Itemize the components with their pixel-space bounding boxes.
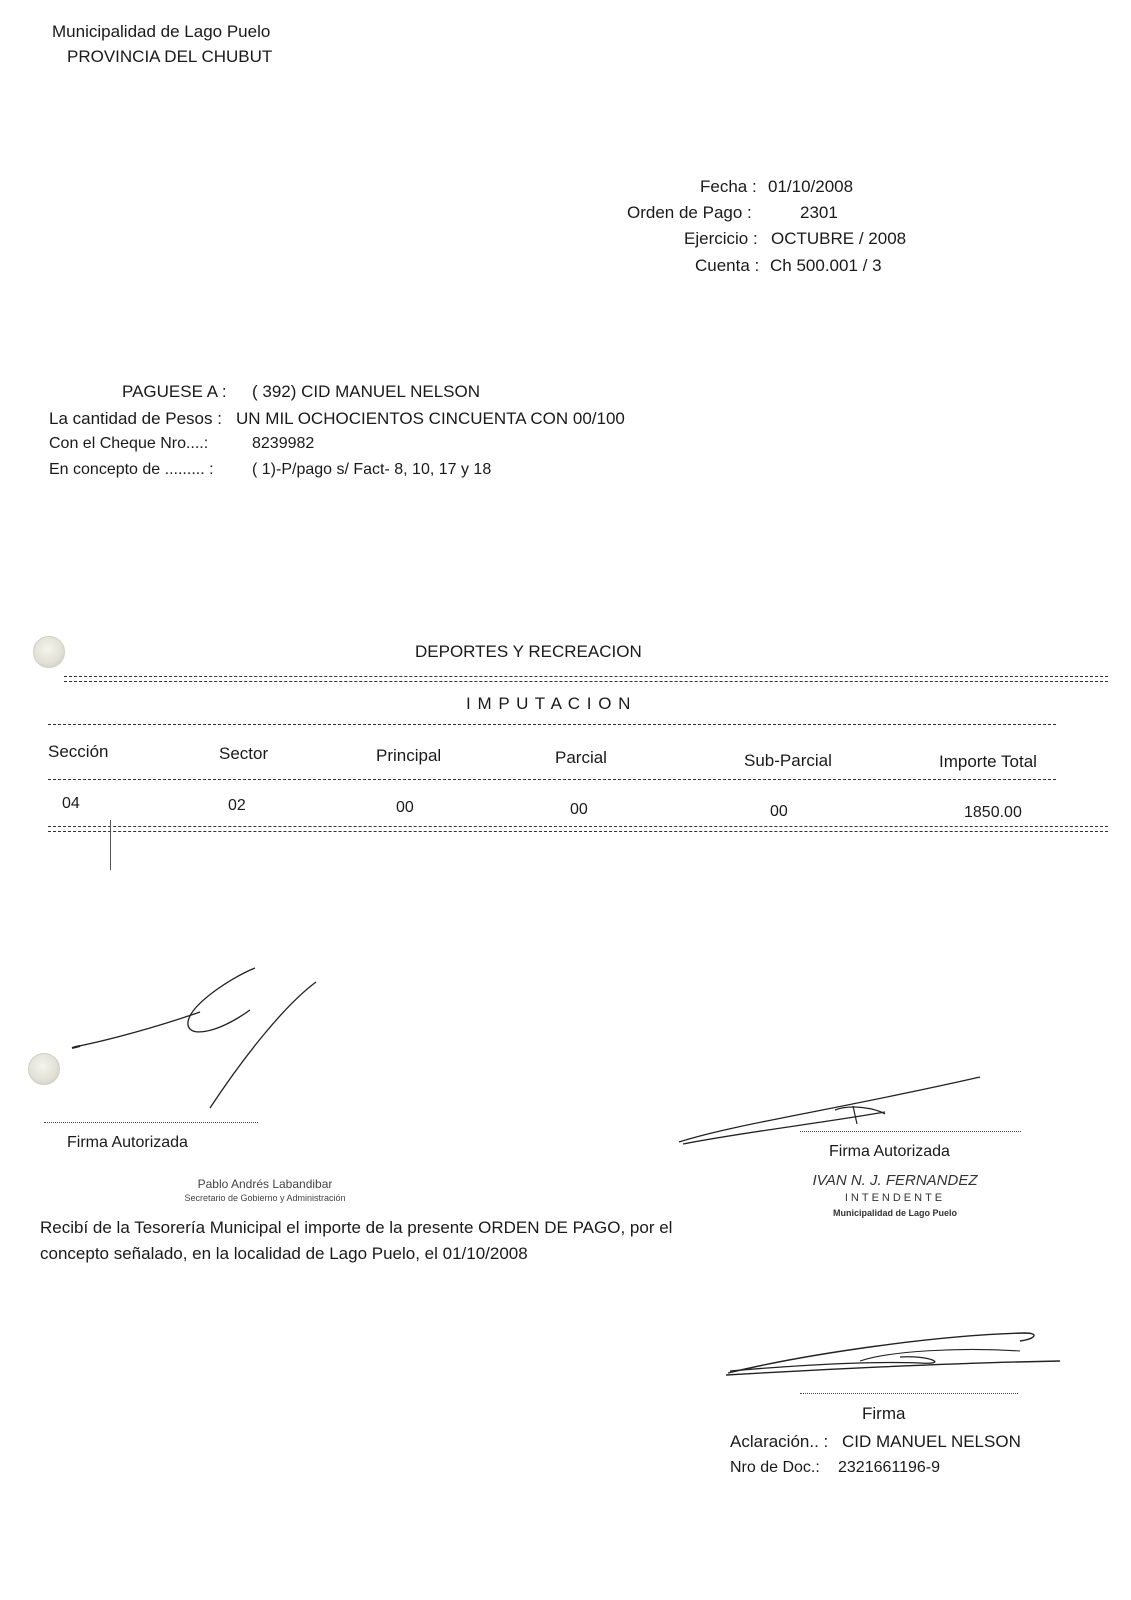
- left-stamp-name: Pablo Andrés Labandibar: [197, 1177, 333, 1191]
- imputacion-title: I M P U T A C I O N: [466, 694, 632, 713]
- left-signature-line: [44, 1122, 258, 1123]
- right-signature-label: Firma Autorizada: [829, 1143, 950, 1160]
- double-rule-bottom: [48, 826, 1108, 832]
- right-stamp-org: Municipalidad de Lago Puelo: [832, 1208, 957, 1218]
- double-rule-top: [64, 676, 1108, 682]
- aclaracion-label: Aclaración.. :: [730, 1432, 829, 1451]
- left-stamp-title: Secretario de Gobierno y Administración: [184, 1193, 346, 1203]
- receiver-signature-line: [800, 1393, 1018, 1394]
- right-stamp-name: IVAN N. J. FERNANDEZ: [812, 1172, 978, 1189]
- cuenta-label: Cuenta :: [695, 256, 760, 275]
- pen-mark: [110, 820, 111, 870]
- header-parcial: Parcial: [555, 748, 607, 767]
- concepto-label: En concepto de ......... :: [49, 461, 214, 478]
- punch-hole-bottom: [28, 1053, 60, 1085]
- cantidad-value: UN MIL OCHOCIENTOS CINCUENTA CON 00/100: [236, 409, 625, 428]
- row-principal: 00: [396, 799, 414, 816]
- municipality-name: Municipalidad de Lago Puelo: [52, 22, 271, 41]
- doc-label: Nro de Doc.:: [730, 1459, 820, 1476]
- left-stamp: [150, 1177, 380, 1204]
- right-stamp: [780, 1172, 1010, 1220]
- fecha-value: 01/10/2008: [768, 177, 854, 196]
- table-rule-top: [48, 724, 1056, 725]
- punch-hole-top: [33, 636, 65, 668]
- cheque-value: 8239982: [252, 435, 315, 452]
- paguese-label: PAGUESE A :: [122, 382, 227, 401]
- receiver-signature-mark: [720, 1325, 1070, 1385]
- left-signature-label: Firma Autorizada: [67, 1134, 188, 1151]
- concepto-value: ( 1)-P/pago s/ Fact- 8, 10, 17 y 18: [252, 461, 492, 478]
- fecha-label: Fecha :: [700, 177, 757, 196]
- cantidad-label: La cantidad de Pesos :: [49, 409, 222, 428]
- right-stamp-title: INTENDENTE: [844, 1192, 946, 1204]
- cheque-label: Con el Cheque Nro....:: [49, 435, 209, 452]
- aclaracion-value: CID MANUEL NELSON: [842, 1432, 1021, 1451]
- cuenta-value: Ch 500.001 / 3: [770, 256, 882, 275]
- orden-value: 2301: [800, 203, 838, 222]
- ejercicio-value: OCTUBRE / 2008: [771, 229, 907, 248]
- row-seccion: 04: [62, 795, 80, 812]
- payee-value: ( 392) CID MANUEL NELSON: [252, 382, 480, 401]
- header-seccion: Sección: [48, 742, 109, 761]
- row-importe-total: 1850.00: [964, 804, 1022, 821]
- row-subparcial: 00: [770, 803, 788, 820]
- receipt-line-1: Recibí de la Tesorería Municipal el importe de la presente ORDEN DE PAGO, por el: [40, 1218, 673, 1237]
- province-name: PROVINCIA DEL CHUBUT: [67, 47, 273, 66]
- row-parcial: 00: [570, 801, 588, 818]
- header-principal: Principal: [376, 746, 442, 765]
- table-rule-mid: [48, 779, 1056, 780]
- header-sector: Sector: [219, 744, 269, 763]
- receipt-line-2: concepto señalado, en la localidad de Lago Puelo, el 01/10/2008: [40, 1244, 528, 1263]
- orden-label: Orden de Pago :: [627, 203, 752, 222]
- ejercicio-label: Ejercicio :: [684, 229, 758, 248]
- header-importe-total: Importe Total: [939, 752, 1037, 771]
- department-title: DEPORTES Y RECREACION: [415, 642, 642, 661]
- receiver-firma-label: Firma: [862, 1404, 906, 1423]
- right-signature-line: [800, 1131, 1021, 1132]
- header-subparcial: Sub-Parcial: [744, 751, 832, 770]
- left-signature-mark: [70, 960, 330, 1120]
- doc-value: 2321661196-9: [838, 1459, 941, 1476]
- right-signature-mark: [675, 1072, 995, 1152]
- row-sector: 02: [228, 797, 246, 814]
